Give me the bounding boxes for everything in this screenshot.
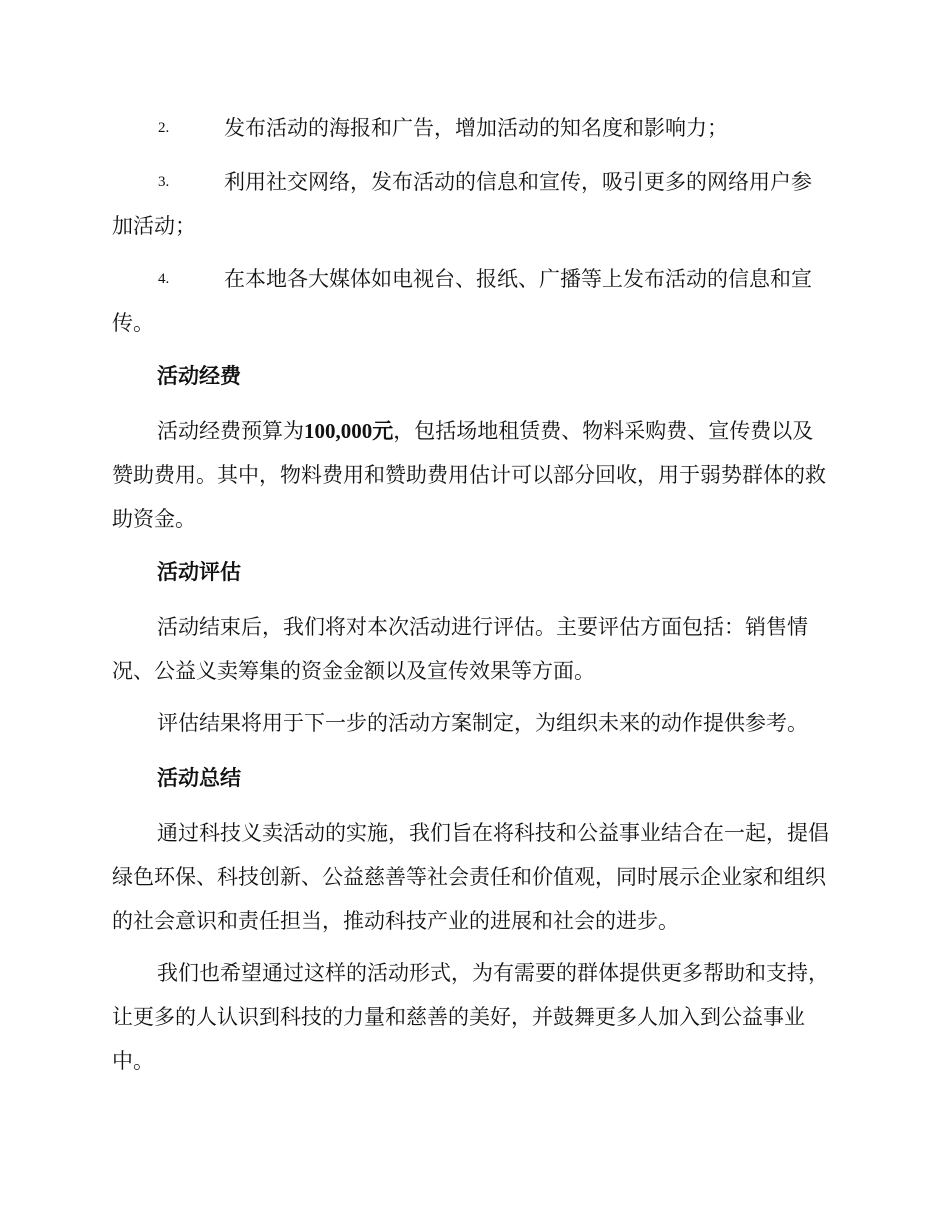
section-heading-summary: 活动总结 (157, 765, 241, 790)
summary-paragraph-1: 通过科技义卖活动的实施，我们旨在将科技和公益事业结合在一起，提倡绿色环保、科技创新、公益慈善等社会责任和价值观，同时展示企业家和组织的社会意识和责任担当，推动科技产业的进展和社会的进步。 (112, 821, 829, 933)
budget-paragraph (112, 409, 832, 541)
list-number: 4. (158, 271, 170, 287)
budget-text-after: ，包括场地租赁费、物料采购费、宣传费以及赞助费用。其中，物料费用和赞助费用估计可以部分回收，用于弱势群体的救助资金。 (112, 419, 826, 531)
list-text: 发布活动的海报和广告，增加活动的知名度和影响力； (224, 116, 728, 140)
section-heading-evaluation: 活动评估 (157, 559, 241, 584)
evaluation-paragraph-1: 活动结束后，我们将对本次活动进行评估。主要评估方面包括：销售情况、公益义卖筹集的资金金额以及宣传效果等方面。 (112, 615, 808, 683)
list-item (112, 106, 832, 150)
budget-amount: 100,000 (304, 419, 373, 443)
list-text: 利用社交网络，发布活动的信息和宣传，吸引更多的网络用户参加活动； (112, 170, 812, 238)
list-number: 3. (158, 174, 170, 190)
list-text: 在本地各大媒体如电视台、报纸、广播等上发布活动的信息和宣传。 (112, 267, 812, 335)
list-number: 2. (158, 120, 170, 136)
budget-unit: 元 (372, 418, 394, 443)
evaluation-paragraph-2: 评估结果将用于下一步的活动方案制定，为组织未来的动作提供参考。 (157, 711, 808, 735)
section-heading-budget: 活动经费 (157, 363, 241, 388)
list-item (112, 257, 832, 345)
summary-paragraph-2: 我们也希望通过这样的活动形式，为有需要的群体提供更多帮助和支持，让更多的人认识到科技的力量和慈善的美好，并鼓舞更多人加入到公益事业中。 (112, 961, 829, 1073)
list-item (112, 160, 832, 248)
budget-text-before: 活动经费预算为 (157, 419, 304, 443)
